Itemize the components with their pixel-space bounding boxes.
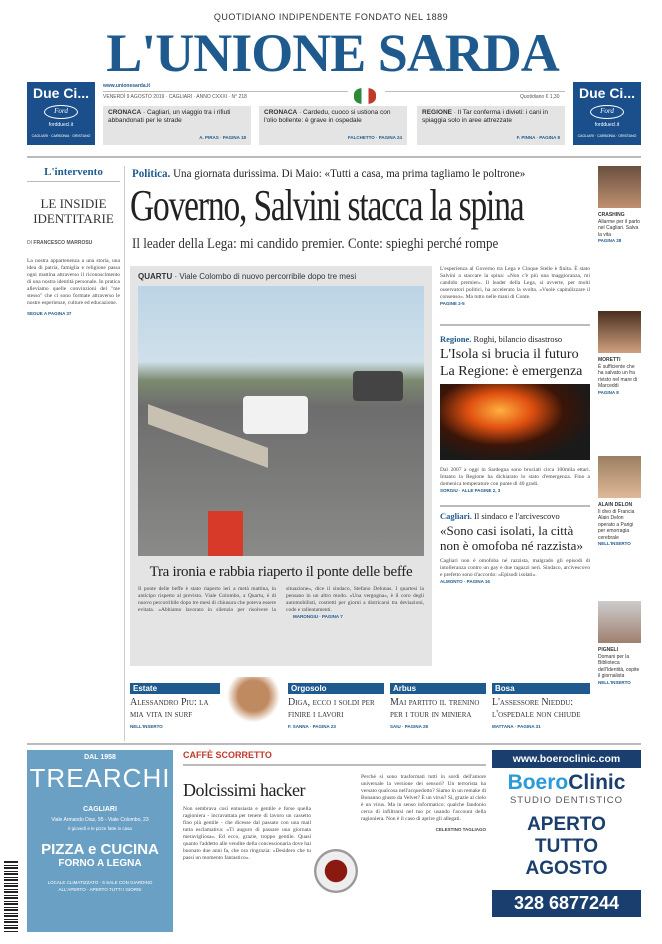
cagliari-story[interactable]: Cagliari. Il sindaco e l'arcivescovo «Sono casi isolati, la città non è omofoba né razzista» Cagliari non è omofoba né razzista, malgrado gli episodi di intolleranza contro un gay e due ragazzi neri. Sindaco, arcivescovo e prefetto sono d'accordo: «Episodi isolati». ALMONTO · PAGINA 16 xyxy=(440,511,590,584)
strip-item[interactable]: Bosa L'assessore Nieddu: l'ospedale non chiude MATTANA · PAGINA 31 xyxy=(492,683,590,729)
portrait-photo xyxy=(598,601,641,643)
portrait-photo xyxy=(598,166,641,208)
opinion-column: L'intervento LE INSIDIE IDENTITARIE DI FRANCESCO MARROSU La nostra appartenenza a una storia, una idea di patria, famiglia e religione passa ogni mattina attraverso il riconoscimento di una nostra identità personale. In pratica alleviamo quelle convinzioni del "me stesso" che ci sono formate attraverso le nostre esperienze, culture ed educazione. SEGUE A PAGINA 37 xyxy=(27,166,120,316)
ford-logo-icon: Ford xyxy=(44,105,78,119)
tagline: QUOTIDIANO INDIPENDENTE FONDATO NEL 1889 xyxy=(213,12,449,22)
main-subhead: Il leader della Lega: mi candido premier. Conte: spieghi perché rompe xyxy=(132,236,499,252)
portrait-photo xyxy=(598,456,641,498)
ad-trearchi[interactable]: DAL 1958 TREARCHI CAGLIARI Viale Armando Diaz, 95 - Viale Colombo, 23 Il giovedì e le pizze fatte in casa PIZZA e CUCINA FORNO A LEGNA LOCALE CLIMATIZZATO · 6 SALE CON GIARDINO ALL'APERTO · APERTO TUTTI I GIORNI xyxy=(27,750,173,932)
bridge-photo xyxy=(138,286,424,556)
photo-story-headline: Tra ironia e rabbia riaperto il ponte delle beffe xyxy=(149,564,413,580)
column-headline: Dolcissimi hacker xyxy=(183,780,305,800)
masthead: L'UNIONE SARDA xyxy=(106,23,559,83)
column-caffe-scorretto[interactable]: CAFFÈ SCORRETTO Dolcissimi hacker Non sembrava così entusiasta e gentile e forse quella ragioniera - incravattata per tenere di lavoro un cassetto fino più gentile - che dicesse dal passato con una mail tutta esclamativa: «Ti auguro di passare una giornata meravigliosa». Ed ecco, grazie, troppo gentile. Quasi quanto l'addetto alle vendite della concessionaria dove hai buonato due anni fa, che ora ringrazia: «Desidero che tu passi un momento fantastico». Perché si sono trasformati tutti in sordi dell'amore universale la versione dei sensori? Un terrorista ha versato qualcosa nell'acquedotto? Siamo in un remake di Bonanno giusto da Velvet? È un virus? Sì, grazie al cielo è un virus. Ma in senso informatico: qualche fandonio cerca di infiltrarsi nel tuo pc usando l'account della ragioniera. Non è il caso di aprire gli allegati. CELESTINO TAGLIAGO xyxy=(183,750,486,944)
ford-logo-icon: Ford xyxy=(590,105,624,119)
price: Quotidiano € 1,30 xyxy=(520,94,560,100)
dateline: VENERDÌ 9 AGOSTO 2019 · CAGLIARI · ANNO CXXXI · N° 218 xyxy=(103,94,247,100)
surfer-photo xyxy=(227,677,280,731)
fire-photo xyxy=(440,384,590,460)
portrait-photo xyxy=(598,311,641,353)
strip-item[interactable]: Arbus Mai partito il trenino per i tour in miniera SAIU · PAGINA 28 xyxy=(390,683,486,729)
sidebar-item[interactable]: ALAIN DELON Il divo di Francia Alain Delon operato a Parigi per emorragia cerebrale NELL'INSERTO xyxy=(598,456,641,601)
strip-item[interactable]: Estate Alessandro Piu: la mia vita in surf NELL'INSERTO xyxy=(130,683,280,729)
coffee-cup-icon xyxy=(314,849,358,893)
ad-boero-clinic[interactable]: www.boeroclinic.com BoeroClinic STUDIO DENTISTICO APERTO TUTTO AGOSTO 328 6877244 xyxy=(492,750,641,932)
site-url: www.unionesarda.it xyxy=(103,83,151,89)
teaser[interactable]: CRONACA · Cagliari, un viaggio tra i rifiuti abbandonati per le strade A. PIRAS · PAGINA 18 xyxy=(103,106,251,145)
ad-ford-left[interactable]: Due Ci... Ford fordduecl.it CAGLIARI · CARBONIA · ORISTANO xyxy=(27,82,95,145)
strip-item[interactable]: Orgosolo Diga, ecco i soldi per finire i lavori F. SANNA · PAGINA 23 xyxy=(288,683,384,729)
ad-ford-right[interactable]: Due Ci... Ford fordduecl.it CAGLIARI · CARBONIA · ORISTANO xyxy=(573,82,641,145)
sidebar-item[interactable]: MORETTI È sufficiente che ha salvato un fra rivisto nel mare di Marceddi PAGINA 8 xyxy=(598,311,641,456)
teaser[interactable]: CRONACA · Cardedu, cuoco si ustiona con l'olio bollente: è grave in ospedale FALCHETTO · PAGINA 24 xyxy=(259,106,407,145)
fires-story[interactable]: Regione. Roghi, bilancio disastroso L'Isola si brucia il futuro La Regione: è emergenza Dal 2007 a oggi in Sardegna sono bruciati circa 100mila ettari. Intanto la Regione ha dichiarato lo stato d'emergenza. Fino a domenica temperature con punte di 40 gradi. SORGIU · ALLE PAGINE 2, 3 xyxy=(440,334,590,493)
barcode xyxy=(4,860,18,932)
sidebar-item[interactable]: PIGNELI Domani per la Biblioteca dell'Identità, ospite il giornalista NELL'INSERTO xyxy=(598,601,641,686)
sidebar-item[interactable]: CRASHING Allarme per il parto nel Cagliari. Salva la vita PAGINA 28 xyxy=(598,166,641,311)
teaser[interactable]: REGIONE · Il Tar conferma i divieti: i cani in spiaggia solo in aree attrezzate F. PINNA · PAGINA 8 xyxy=(417,106,565,145)
main-headline[interactable]: Governo, Salvini stacca la spina xyxy=(130,181,524,230)
photo-story[interactable]: QUARTU · Viale Colombo di nuovo percorribile dopo tre mesi Tra ironia e rabbia riaperto il ponte delle beffe Il ponte delle beffe è stato riaperto ieri a metà mattina, in anticipo rispetto al previsto. Viale Colombo, a Quartu, è di nuovo percorribile dopo tre mesi di chiusura che poteva essere evitata. «Abbiamo lavorato in silenzio per risolvere la situazione», dice il sindaco, Stefano Delunas. I quartesi la pensano in un altro modo. «Una vergogna», è il coro degli automobilisti, costretti per giorni a districarsi tra deviazioni, code e rallentamenti. MARONGIU · PAGINA 7 xyxy=(130,266,432,666)
main-kicker: Politica. Una giornata durissima. Di Maio: «Tutti a casa, ma prima tagliamo le poltrone» xyxy=(132,166,526,180)
opinion-title: LE INSIDIE IDENTITARIE xyxy=(33,196,114,226)
opinion-label: L'intervento xyxy=(27,166,120,182)
coat-of-arms-icon xyxy=(354,88,376,104)
